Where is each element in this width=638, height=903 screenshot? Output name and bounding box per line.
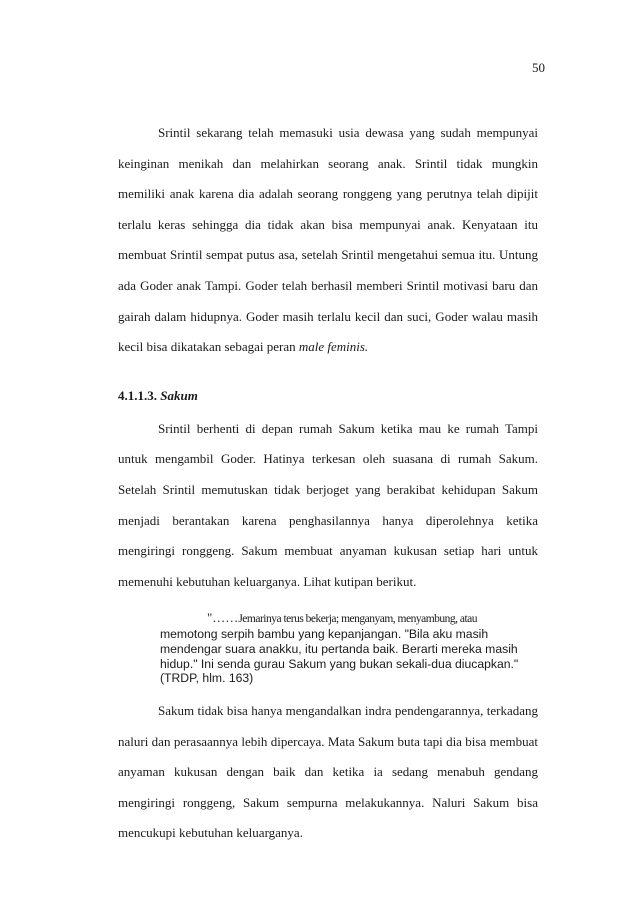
italic-term: male feminis. [298,339,369,355]
document-body [118,118,538,849]
page-number: 50 [532,60,545,75]
block-quote [160,611,538,686]
quote-ellipsis: "…… [207,610,239,626]
quote-body: memotong serpih bambu yang kepanjangan. "Bila aku masih mendengar suara anakku, itu pertanda baik. Berarti mereka masih hidup." Ini senda gurau Sakum yang bukan sekali-dua diucapkan." (TRDP, hlm. 163) [160,626,519,686]
paragraph-naluri: Sakum tidak bisa hanya mengandalkan indra pendengarannya, terkadang naluri dan perasaannya lebih dipercaya. Mata Sakum buta tapi dia bisa membuat anyaman kukusan dengan baik dan ketika ia sedang menabuh gendang mengiringi ronggeng, Sakum sempurna melakukannya. Naluri Sakum bisa mencukupi kebutuhan keluarganya. [118,703,538,841]
section-title: Sakum [160,387,198,403]
quote-lead [160,611,538,627]
paragraph-text: Srintil sekarang telah memasuki usia dewasa yang sudah mempunyai keinginan menikah dan melahirkan seorang anak. Srintil tidak mungkin memiliki anak karena dia adalah seorang ronggeng yang perutnya telah dipijit terlalu keras sehingga dia tidak akan bisa mempunyai anak. Kenyataan itu membuat Srintil sempat putus asa, setelah Srintil mengetahui semua itu. Untung ada Goder anak Tampi. Goder telah berhasil memberi Srintil motivasi baru dan gairah dalam hidupnya. Goder masih terlalu kecil dan suci, Goder walau masih kecil bisa dikatakan sebagai peran [118,125,538,355]
paragraph-sakum: Srintil berhenti di depan rumah Sakum ketika mau ke rumah Tampi untuk mengambil Goder. Hatinya terkesan oleh suasana di rumah Sakum. Setelah Srintil memutuskan tidak berjoget yang berakibat kehidupan Sakum menjadi berantakan karena penghasilannya hanya diperolehnya ketika mengiringi ronggeng. Sakum membuat anyaman kukusan setiap hari untuk memenuhi kebutuhan keluarganya. Lihat kutipan berikut. [118,420,538,589]
quote-lead-text: Jemarinya terus bekerja; menganyam, menyambung, atau [238,613,478,626]
section-number: 4.1.1.3. [118,387,157,403]
paragraph-srintil [118,118,538,363]
section-heading [118,386,538,406]
